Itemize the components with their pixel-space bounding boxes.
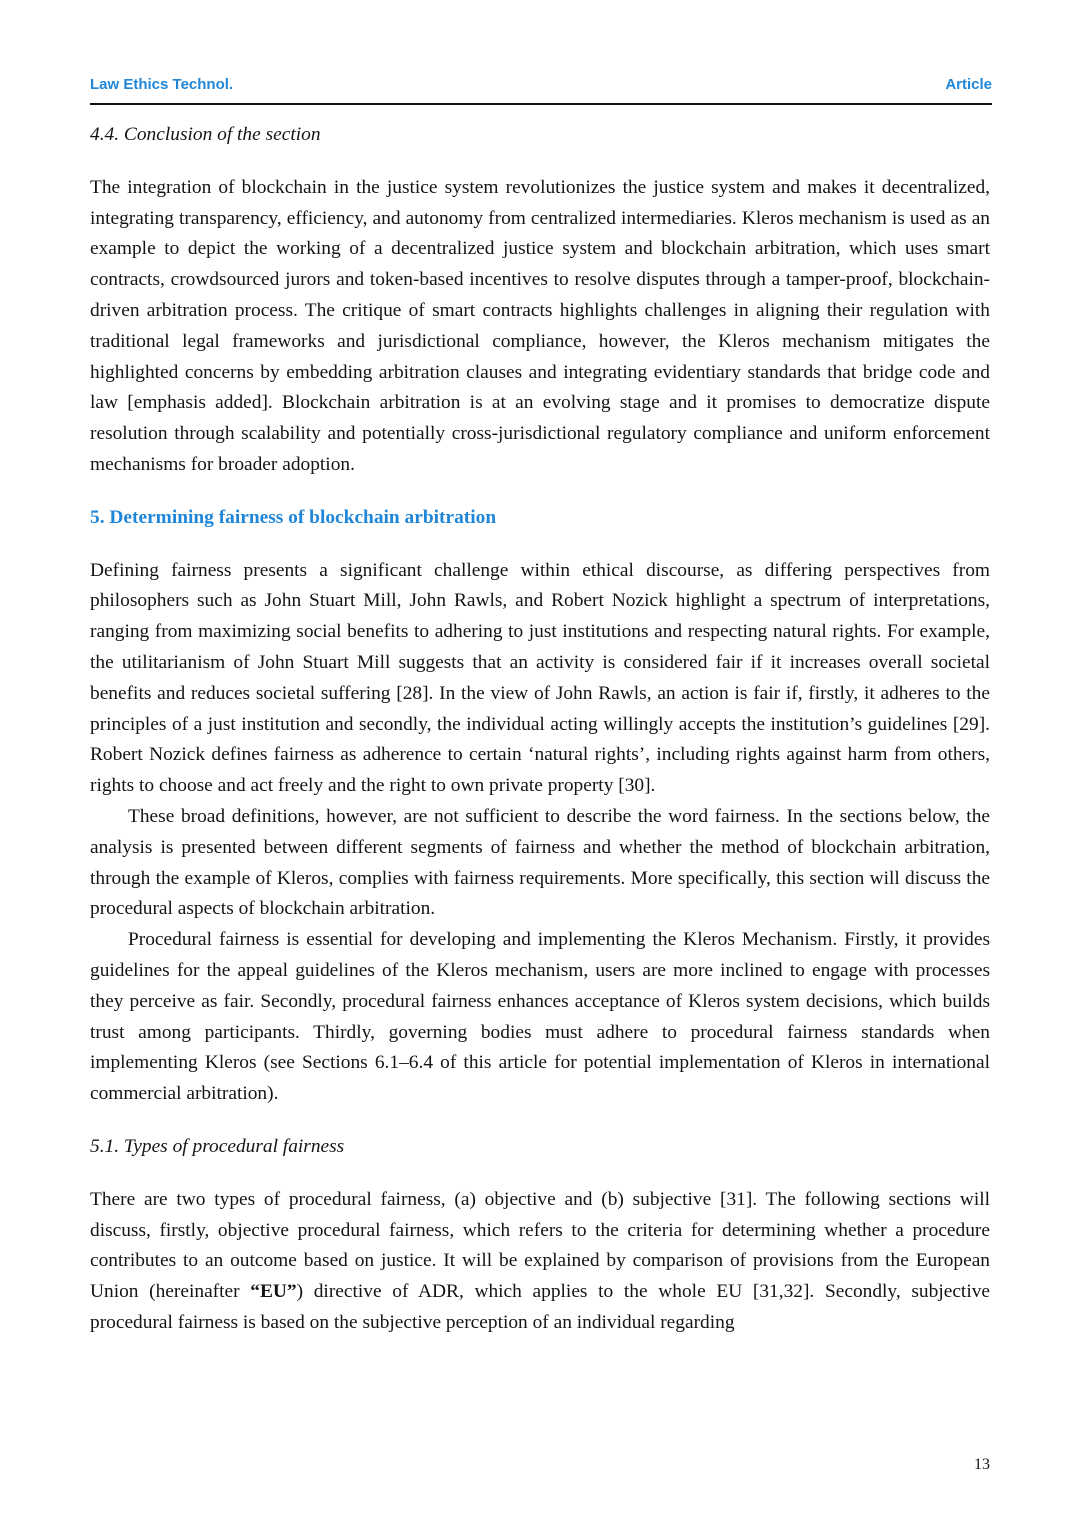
header-divider	[90, 103, 992, 105]
section-5-1-text-b: ) directive of ADR, which applies to the whole EU [31,32]. Secondly, subjective procedural fairness is based on the subjective perception of an individual regarding	[90, 1281, 991, 1333]
section-5-1-heading: 5.1. Types of procedural fairness	[90, 1135, 345, 1157]
section-5-1-paragraph	[90, 1185, 990, 1339]
section-5-paragraph-2: These broad definitions, however, are not sufficient to describe the word fairness. In the sections below, the analysis is presented between different segments of fairness and whether the method of blockchain arbitration, through the example of Kleros, complies with fairness requirements. More specifically, this section will discuss the procedural aspects of blockchain arbitration.	[90, 805, 990, 920]
journal-name: Law Ethics Technol.	[90, 76, 234, 93]
body-text	[90, 120, 990, 1339]
section-4-4-heading: 4.4. Conclusion of the section	[90, 124, 321, 145]
eu-abbreviation: “EU”	[250, 1281, 297, 1303]
running-header	[90, 76, 992, 98]
page-number: 13	[974, 1456, 990, 1473]
section-5-1-text-a: There are two types of procedural fairness, (a) objective and (b) subjective [31]. The following sections will discuss, firstly, objective procedural fairness, which refers to the criteria for determining whether a procedure contributes to an outcome based on justice. It will be explained by comparison of provisions from the European Union (hereinafter	[90, 1188, 990, 1303]
section-5-heading: 5. Determining fairness of blockchain arbitration	[90, 506, 497, 528]
section-5-paragraph-3: Procedural fairness is essential for developing and implementing the Kleros Mechanism. Firstly, it provides guidelines for the appeal guidelines of the Kleros mechanism, users are more inclined to engage with processes they perceive as fair. Secondly, procedural fairness enhances acceptance of Kleros system decisions, which builds trust among participants. Thirdly, governing bodies must adhere to procedural fairness standards when implementing Kleros (see Sections 6.1–6.4 of this article for potential implementation of Kleros in international commercial arbitration).	[90, 929, 990, 1105]
article-type-label: Article	[945, 76, 992, 93]
section-4-4-paragraph: The integration of blockchain in the justice system revolutionizes the justice system and makes it decentralized, integrating transparency, efficiency, and autonomy from centralized intermediaries. Kleros mechanism is used as an example to depict the working of a decentralized justice system and blockchain arbitration, which uses smart contracts, crowdsourced jurors and token-based incentives to resolve disputes through a tamper-proof, blockchain-driven arbitration process. The critique of smart contracts highlights challenges in aligning their regulation with traditional legal frameworks and jurisdictional compliance, however, the Kleros mechanism mitigates the highlighted concerns by embedding arbitration clauses and integrating evidentiary standards that bridge code and law [emphasis added]. Blockchain arbitration is at an evolving stage and it promises to democratize dispute resolution through scalability and potentially cross-jurisdictional regulatory compliance and uniform enforcement mechanisms for broader adoption.	[90, 176, 990, 475]
section-5-paragraph-1: Defining fairness presents a significant challenge within ethical discourse, as differing perspectives from philosophers such as John Stuart Mill, John Rawls, and Robert Nozick highlight a spectrum of interpretations, ranging from maximizing social benefits to adhering to just institutions and respecting natural rights. For example, the utilitarianism of John Stuart Mill suggests that an activity is considered fair if it increases overall societal benefits and reduces societal suffering [28]. In the view of John Rawls, an action is fair if, firstly, it adheres to the principles of a just institution and secondly, the individual acting willingly accepts the institution’s guidelines [29]. Robert Nozick defines fairness as adherence to certain ‘natural rights’, including rights against harm from others, rights to choose and act freely and the right to own private property [30].	[90, 559, 990, 797]
